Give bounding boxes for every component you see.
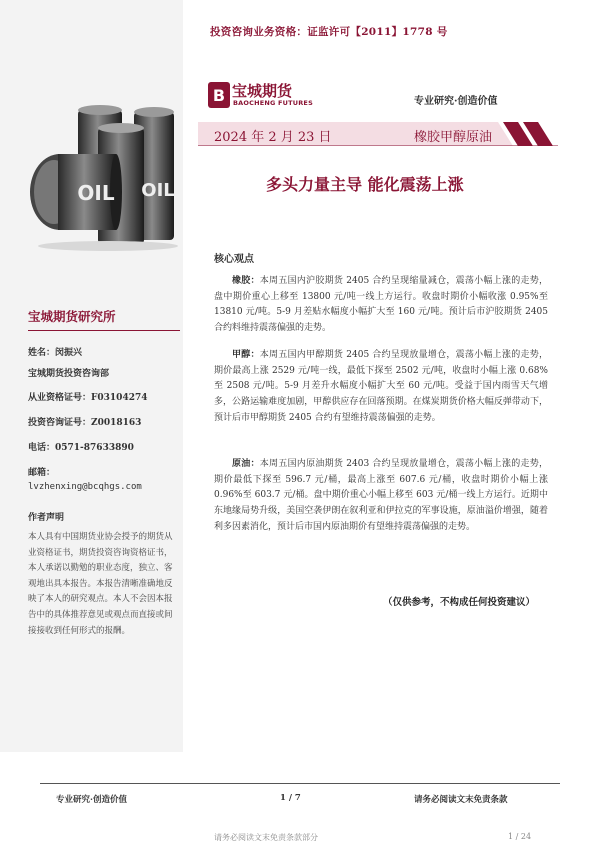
footer-slogan: 专业研究·创造价值 [56,795,127,805]
report-headline: 多头力量主导 能化震荡上涨 [266,175,464,194]
bottom-page-number: 1 / 24 [508,832,532,841]
rubber-text: 本周五国内沪胶期货 2405 合约呈现缩量减仓，震荡小幅上涨的走势，盘中期价重心上移至 13800 元/吨一线上方运行。收盘时期价小幅收涨 0.95%至 13810 元/吨。5-9 月差贴水幅度小幅扩大至 160 元/吨。预计后市沪胶期货 2405 合约料维持震荡偏强的走势。 [214,276,548,334]
crude-key: 原油： [232,459,260,469]
author-qualification: 从业资格证号：F03104274 [28,393,148,403]
crude-paragraph [214,457,548,536]
institute-name: 宝城期货研究所 [28,309,116,324]
methanol-paragraph [214,348,548,427]
rubber-key: 橡胶： [232,276,260,286]
core-view-title: 核心观点 [214,254,254,265]
barrel-label-left: OIL [77,181,115,205]
report-date: 2024 年 2 月 23 日 [214,130,332,145]
svg-text:B: B [212,86,226,105]
methanol-key: 甲醇： [232,350,260,360]
author-name: 姓名：闵振兴 [28,348,83,358]
author-statement-text: 本人具有中国期货业协会授予的期货从业资格证书，期货投资咨询资格证书，本人承诺以勤勉的职业态度，独立、客观地出具本报告。本报告清晰准确地反映了本人的研究观点。本人不会因本报告中的具体推荐意见或观点而直接或间接接收到任何形式的报酬。 [28,532,173,636]
author-consult-cert: 投资咨询证号：Z0018163 [28,418,142,428]
institute-divider [28,330,180,331]
license-text: 投资咨询业务资格：证监许可【2011】1778 号 [210,26,448,38]
logo-mark-icon [208,82,230,108]
report-topic: 橡胶甲醇原油 [414,130,493,145]
rubber-paragraph [214,274,548,337]
author-phone: 电话：0571-87633890 [28,443,134,453]
barrel-label-right: OIL [141,180,175,201]
author-statement-title: 作者声明 [28,513,65,523]
logo-english-name: BAOCHENG FUTURES [233,99,313,107]
footer-page-number: 1 / 7 [280,793,301,803]
oil-barrels-image [28,100,178,252]
footer-divider [40,783,560,784]
methanol-text: 本周五国内甲醇期货 2405 合约呈现放量增仓，震荡小幅上涨的走势，期价最高上涨 2529 元/吨一线，最低下探至 2502 元/吨，收盘时小幅上涨 0.68%至 2508 元/吨。5-9 月差升水幅度小幅扩大至 60 元/吨。受益于国内雨雪天气增多，公路运输难度加剧，甲醇供应存在回落预期。在煤炭期货价格大幅反弹带动下，预计后市甲醇期货 2405 合约有望维持震荡偏强的走势。 [214,350,548,423]
author-email[interactable]: lvzhenxing@bcqhgs.com [28,482,142,492]
footer-read-notice: 请务必阅读文末免责条款 [414,795,508,805]
company-logo [208,80,348,112]
bottom-notice: 请务必阅读文末免责条款部分 [214,833,318,842]
crude-text: 本周五国内原油期货 2403 合约呈现放量增仓，震荡小幅上涨的走势，期价最低下探至 596.7 元/桶，最高上涨至 607.6 元/桶，收盘时期价小幅上涨 0.96%至 603.7 元/桶。盘中期价重心小幅上移至 603 元/桶一线上方运行。近期中东地缘局势升级，美国空袭伊朗在叙利亚和伊拉克的军事设施，原油溢价增强，随着利多因素消化，预计后市国内原油期价有望维持震荡偏强的走势。 [214,459,548,532]
reference-note: （仅供参考，不构成任何投资建议） [383,597,536,608]
header-slogan: 专业研究·创造价值 [414,96,498,107]
author-email-label: 邮箱： [28,468,56,478]
logo-chinese-name: 宝城期货 [232,82,293,100]
author-department: 宝城期货投资咨询部 [28,369,110,379]
